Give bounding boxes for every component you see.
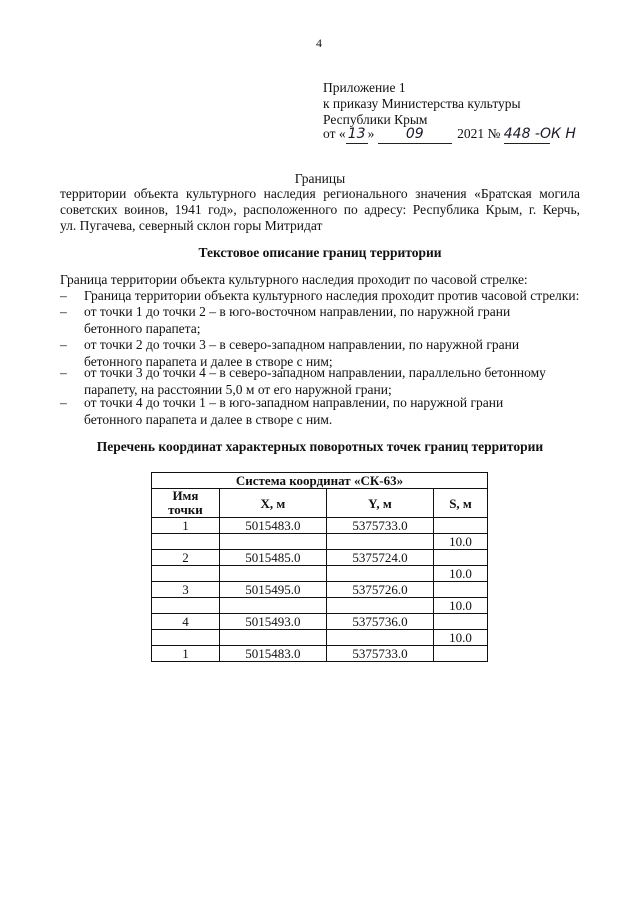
table-system-row [152,473,488,489]
point-name-cell: 4 [152,614,220,630]
x-cell: 5015485.0 [219,550,326,566]
point-name-cell: 2 [152,550,220,566]
point-name-cell [152,566,220,582]
y-cell [326,630,433,646]
handwritten-day: 13 [346,126,368,144]
point-name-cell: 1 [152,518,220,534]
handwritten-month: 09 [378,126,452,144]
list-item [60,304,590,337]
x-cell [219,534,326,550]
x-cell: 5015493.0 [219,614,326,630]
point-name-cell [152,598,220,614]
heading-line-3: ул. Пугачева, северный склон горы Митридат [60,218,323,233]
appendix-line-3: Республики Крым [323,112,428,127]
s-cell: 10.0 [433,534,487,550]
table-row [152,534,488,550]
s-cell: 10.0 [433,566,487,582]
heading-line-2: советских воинов, 1941 год», расположенного по адресу: Республика Крым, г. Керчь, [60,202,580,217]
list-item [60,288,590,304]
s-cell [433,518,487,534]
column-header-x: X, м [219,489,326,518]
table-header-row [152,489,488,518]
column-header-name: Имя точки [152,489,220,518]
x-cell [219,630,326,646]
table-row [152,598,488,614]
coordinates-table [151,472,488,662]
from-prefix: от « [323,126,346,141]
point-name-cell [152,534,220,550]
table-row [152,646,488,662]
table-row [152,518,488,534]
list-item-text: от точки 2 до точки 3 – в северо-западном направлении, по наружной грани бетонного парапета и далее в створе с ним; [84,337,520,369]
list-item-text: от точки 1 до точки 2 – в юго-восточном направлении, по наружной грани бетонного парапета; [84,304,511,336]
appendix-line-1: Приложение 1 [323,80,406,95]
table-row [152,566,488,582]
s-cell [433,614,487,630]
intro-text: Граница территории объекта культурного наследия проходит по часовой стрелке: [60,272,528,287]
year-number-label: 2021 № [457,126,501,141]
point-name-cell: 3 [152,582,220,598]
appendix-date-line [323,126,576,144]
list-item [60,365,590,398]
coordinate-system-header: Система координат «СК-63» [152,473,488,489]
y-cell: 5375736.0 [326,614,433,630]
table-row [152,582,488,598]
y-cell: 5375724.0 [326,550,433,566]
column-header-y: Y, м [326,489,433,518]
appendix-line-2: к приказу Министерства культуры [323,96,521,111]
handwritten-order-number: 448 -ОК Н [503,126,576,142]
y-cell [326,534,433,550]
section-title-description: Текстовое описание границ территории [198,245,442,260]
s-cell: 10.0 [433,598,487,614]
page-number: 4 [316,36,322,50]
table-row [152,614,488,630]
list-item-text: от точки 3 до точки 4 – в северо-западном направлении, параллельно бетонному парапету, на расстоянии 5,0 м от его наружной грани; [84,365,546,397]
table-row [152,550,488,566]
document-title: Границы [294,171,346,186]
x-cell: 5015483.0 [219,646,326,662]
list-dash: – [60,395,67,410]
x-cell: 5015483.0 [219,518,326,534]
y-cell: 5375733.0 [326,646,433,662]
point-name-cell: 1 [152,646,220,662]
x-cell: 5015495.0 [219,582,326,598]
heading-line-1: территории объекта культурного наследия регионального значения «Братская могила [60,186,580,201]
list-dash: – [60,365,67,380]
list-item-text: от точки 4 до точки 1 – в юго-западном направлении, по наружной грани бетонного парапета и далее в створе с ним. [84,395,504,427]
list-item [60,395,590,428]
list-dash: – [60,288,67,303]
list-item-text: Граница территории объекта культурного наследия проходит против часовой стрелки: [84,288,580,303]
x-cell [219,598,326,614]
list-dash: – [60,304,67,319]
point-name-cell [152,630,220,646]
y-cell [326,598,433,614]
s-cell [433,550,487,566]
table-row [152,630,488,646]
quote-close: » [367,126,375,141]
list-dash: – [60,337,67,352]
section-title-coordinates: Перечень координат характерных поворотных точек границ территории [96,439,544,454]
x-cell [219,566,326,582]
y-cell [326,566,433,582]
y-cell: 5375733.0 [326,518,433,534]
s-cell [433,582,487,598]
s-cell: 10.0 [433,630,487,646]
column-header-s: S, м [433,489,487,518]
s-cell [433,646,487,662]
y-cell: 5375726.0 [326,582,433,598]
